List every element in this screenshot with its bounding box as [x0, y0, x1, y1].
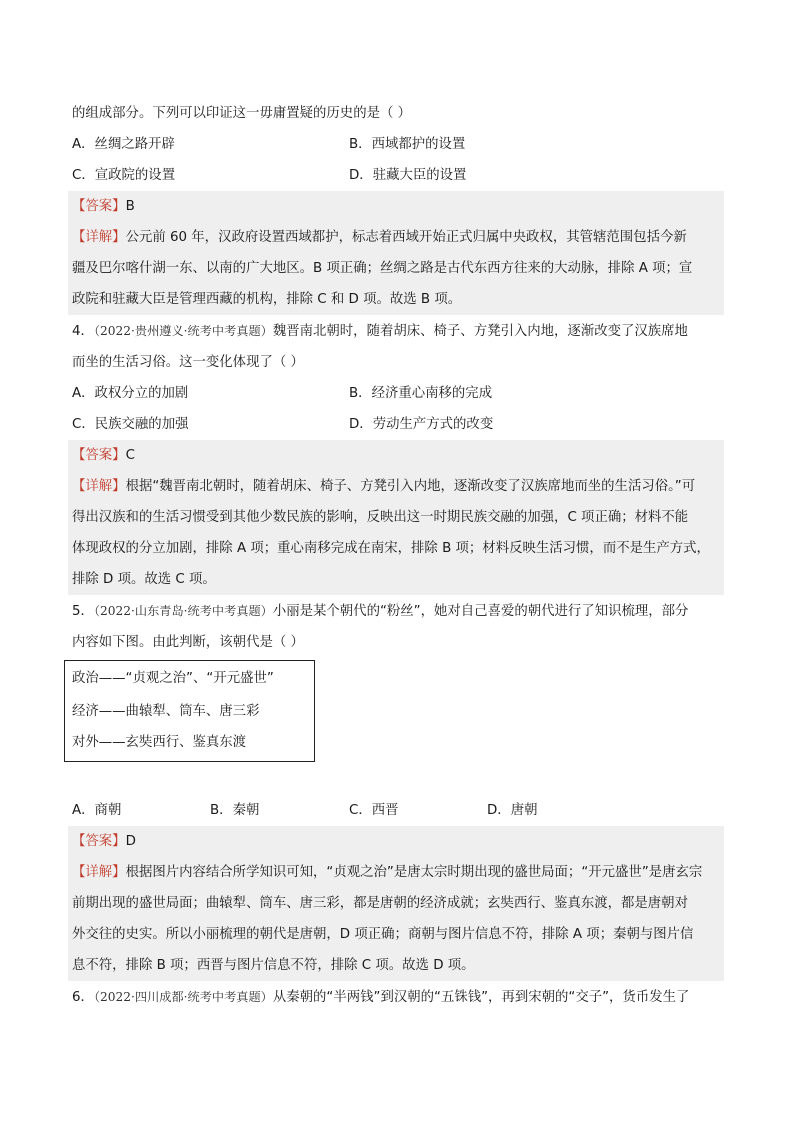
detail-tag: 【详解】 [72, 479, 126, 494]
answer-value: C [125, 448, 135, 463]
q5-answer [72, 826, 724, 857]
q4-option-c: C．民族交融的加强 [72, 417, 189, 432]
q5-detail-line-3: 外交往的史实。所以小丽梳理的朝代是唐朝，D 项正确；商朝与图片信息不符，排除 A 项；秦朝与图片信 [72, 927, 694, 942]
box-line-foreign: 对外——玄奘西行、鉴真东渡 [72, 735, 247, 750]
q5-option-a: A．商朝 [72, 803, 122, 818]
q4-detail-line-1 [72, 471, 724, 502]
answer-value: D [125, 834, 136, 849]
detail-tag: 【详解】 [72, 230, 126, 245]
answer-value: B [125, 199, 135, 214]
q5-detail-line-2: 前期出现的盛世局面；曲辕犁、筒车、唐三彩，都是唐朝的经济成就；玄奘西行、鉴真东渡，都是唐朝对 [72, 896, 688, 911]
q4-stem-line-1 [72, 316, 724, 347]
q4-detail-line-3: 体现政权的分立加剧，排除 A 项；重心南移完成在南宋，排除 B 项；材料反映生活习惯，而不是生产方式， [72, 541, 710, 556]
q4-detail-line-2: 得出汉族和的生活习惯受到其他少数民族的影响，反映出这一时期民族交融的加强，C 项正确；材料不能 [72, 510, 689, 525]
q5-detail-line-4: 息不符，排除 B 项；西晋与图片信息不符，排除 C 项。故选 D 项。 [72, 958, 475, 973]
q4-source: （2022·贵州遵义·统考中考真题） [93, 324, 273, 338]
q5-stem-text: 小丽是某个朝代的“粉丝”，她对自己喜爱的朝代进行了知识梳理，部分 [272, 604, 689, 619]
q3-answer [72, 191, 724, 222]
q6-number: 6． [72, 990, 94, 1005]
q3-detail-line-2: 疆及巴尔喀什湖一东、以南的广大地区。B 项正确；丝绸之路是古代东西方往来的大动脉，排除 A 项；宣 [72, 261, 693, 276]
box-line-economy: 经济——曲辕犁、筒车、唐三彩 [72, 704, 260, 719]
q4-stem-line-2: 而坐的生活习俗。这一变化体现了（ ） [72, 355, 304, 370]
q5-stem-line-1 [72, 596, 724, 627]
detail-text: 根据“魏晋南北朝时，随着胡床、椅子、方凳引入内地，逐渐改变了汉族席地而坐的生活习俗。”可 [125, 479, 696, 494]
q3-detail-line-3: 政院和驻藏大臣是管理西藏的机构，排除 C 和 D 项。故选 B 项。 [72, 292, 462, 307]
detail-text: 根据图片内容结合所学知识可知，“贞观之治”是唐太宗时期出现的盛世局面；“开元盛世”是唐玄宗 [125, 865, 703, 880]
q6-source: （2022·四川成都·统考中考真题） [93, 990, 273, 1004]
q3-option-b: B．西域都护的设置 [349, 137, 466, 152]
q4-option-d: D．劳动生产方式的改变 [349, 417, 494, 432]
detail-tag: 【详解】 [72, 865, 126, 880]
q4-answer [72, 440, 724, 471]
q3-detail-line-1 [72, 222, 724, 253]
q3-stem: 的组成部分。下列可以印证这一毋庸置疑的历史的是（ ） [72, 106, 412, 121]
q5-option-b: B．秦朝 [210, 803, 260, 818]
answer-tag: 【答案】 [72, 448, 126, 463]
answer-tag: 【答案】 [72, 199, 126, 214]
q4-stem-text: 魏晋南北朝时，随着胡床、椅子、方凳引入内地，逐渐改变了汉族席地 [272, 324, 688, 339]
q5-detail-line-1 [72, 857, 724, 888]
detail-text: 公元前 60 年，汉政府设置西域都护，标志着西域开始正式归属中央政权，其管辖范围包括今新 [125, 230, 687, 245]
q5-number: 5． [72, 604, 94, 619]
q5-option-c: C．西晋 [349, 803, 399, 818]
q4-option-a: A．政权分立的加剧 [72, 386, 189, 401]
q6-stem-line-1 [72, 982, 724, 1013]
knowledge-summary-box [64, 660, 315, 762]
q4-number: 4． [72, 324, 94, 339]
q3-option-c: C．宣政院的设置 [72, 168, 176, 183]
box-line-politics: 政治——“贞观之治”、“开元盛世” [72, 671, 274, 686]
q5-option-d: D．唐朝 [487, 803, 538, 818]
q5-stem-line-2: 内容如下图。由此判断，该朝代是（ ） [72, 635, 304, 650]
q4-option-b: B．经济重心南移的完成 [349, 386, 493, 401]
q3-option-a: A．丝绸之路开辟 [72, 137, 175, 152]
q3-option-d: D．驻藏大臣的设置 [349, 168, 467, 183]
q6-stem-text: 从秦朝的“半两钱”到汉朝的“五铢钱”，再到宋朝的“交子”，货币发生了 [272, 990, 690, 1005]
q5-source: （2022·山东青岛·统考中考真题） [93, 604, 273, 618]
q4-detail-line-4: 排除 D 项。故选 C 项。 [72, 572, 216, 587]
answer-tag: 【答案】 [72, 834, 126, 849]
